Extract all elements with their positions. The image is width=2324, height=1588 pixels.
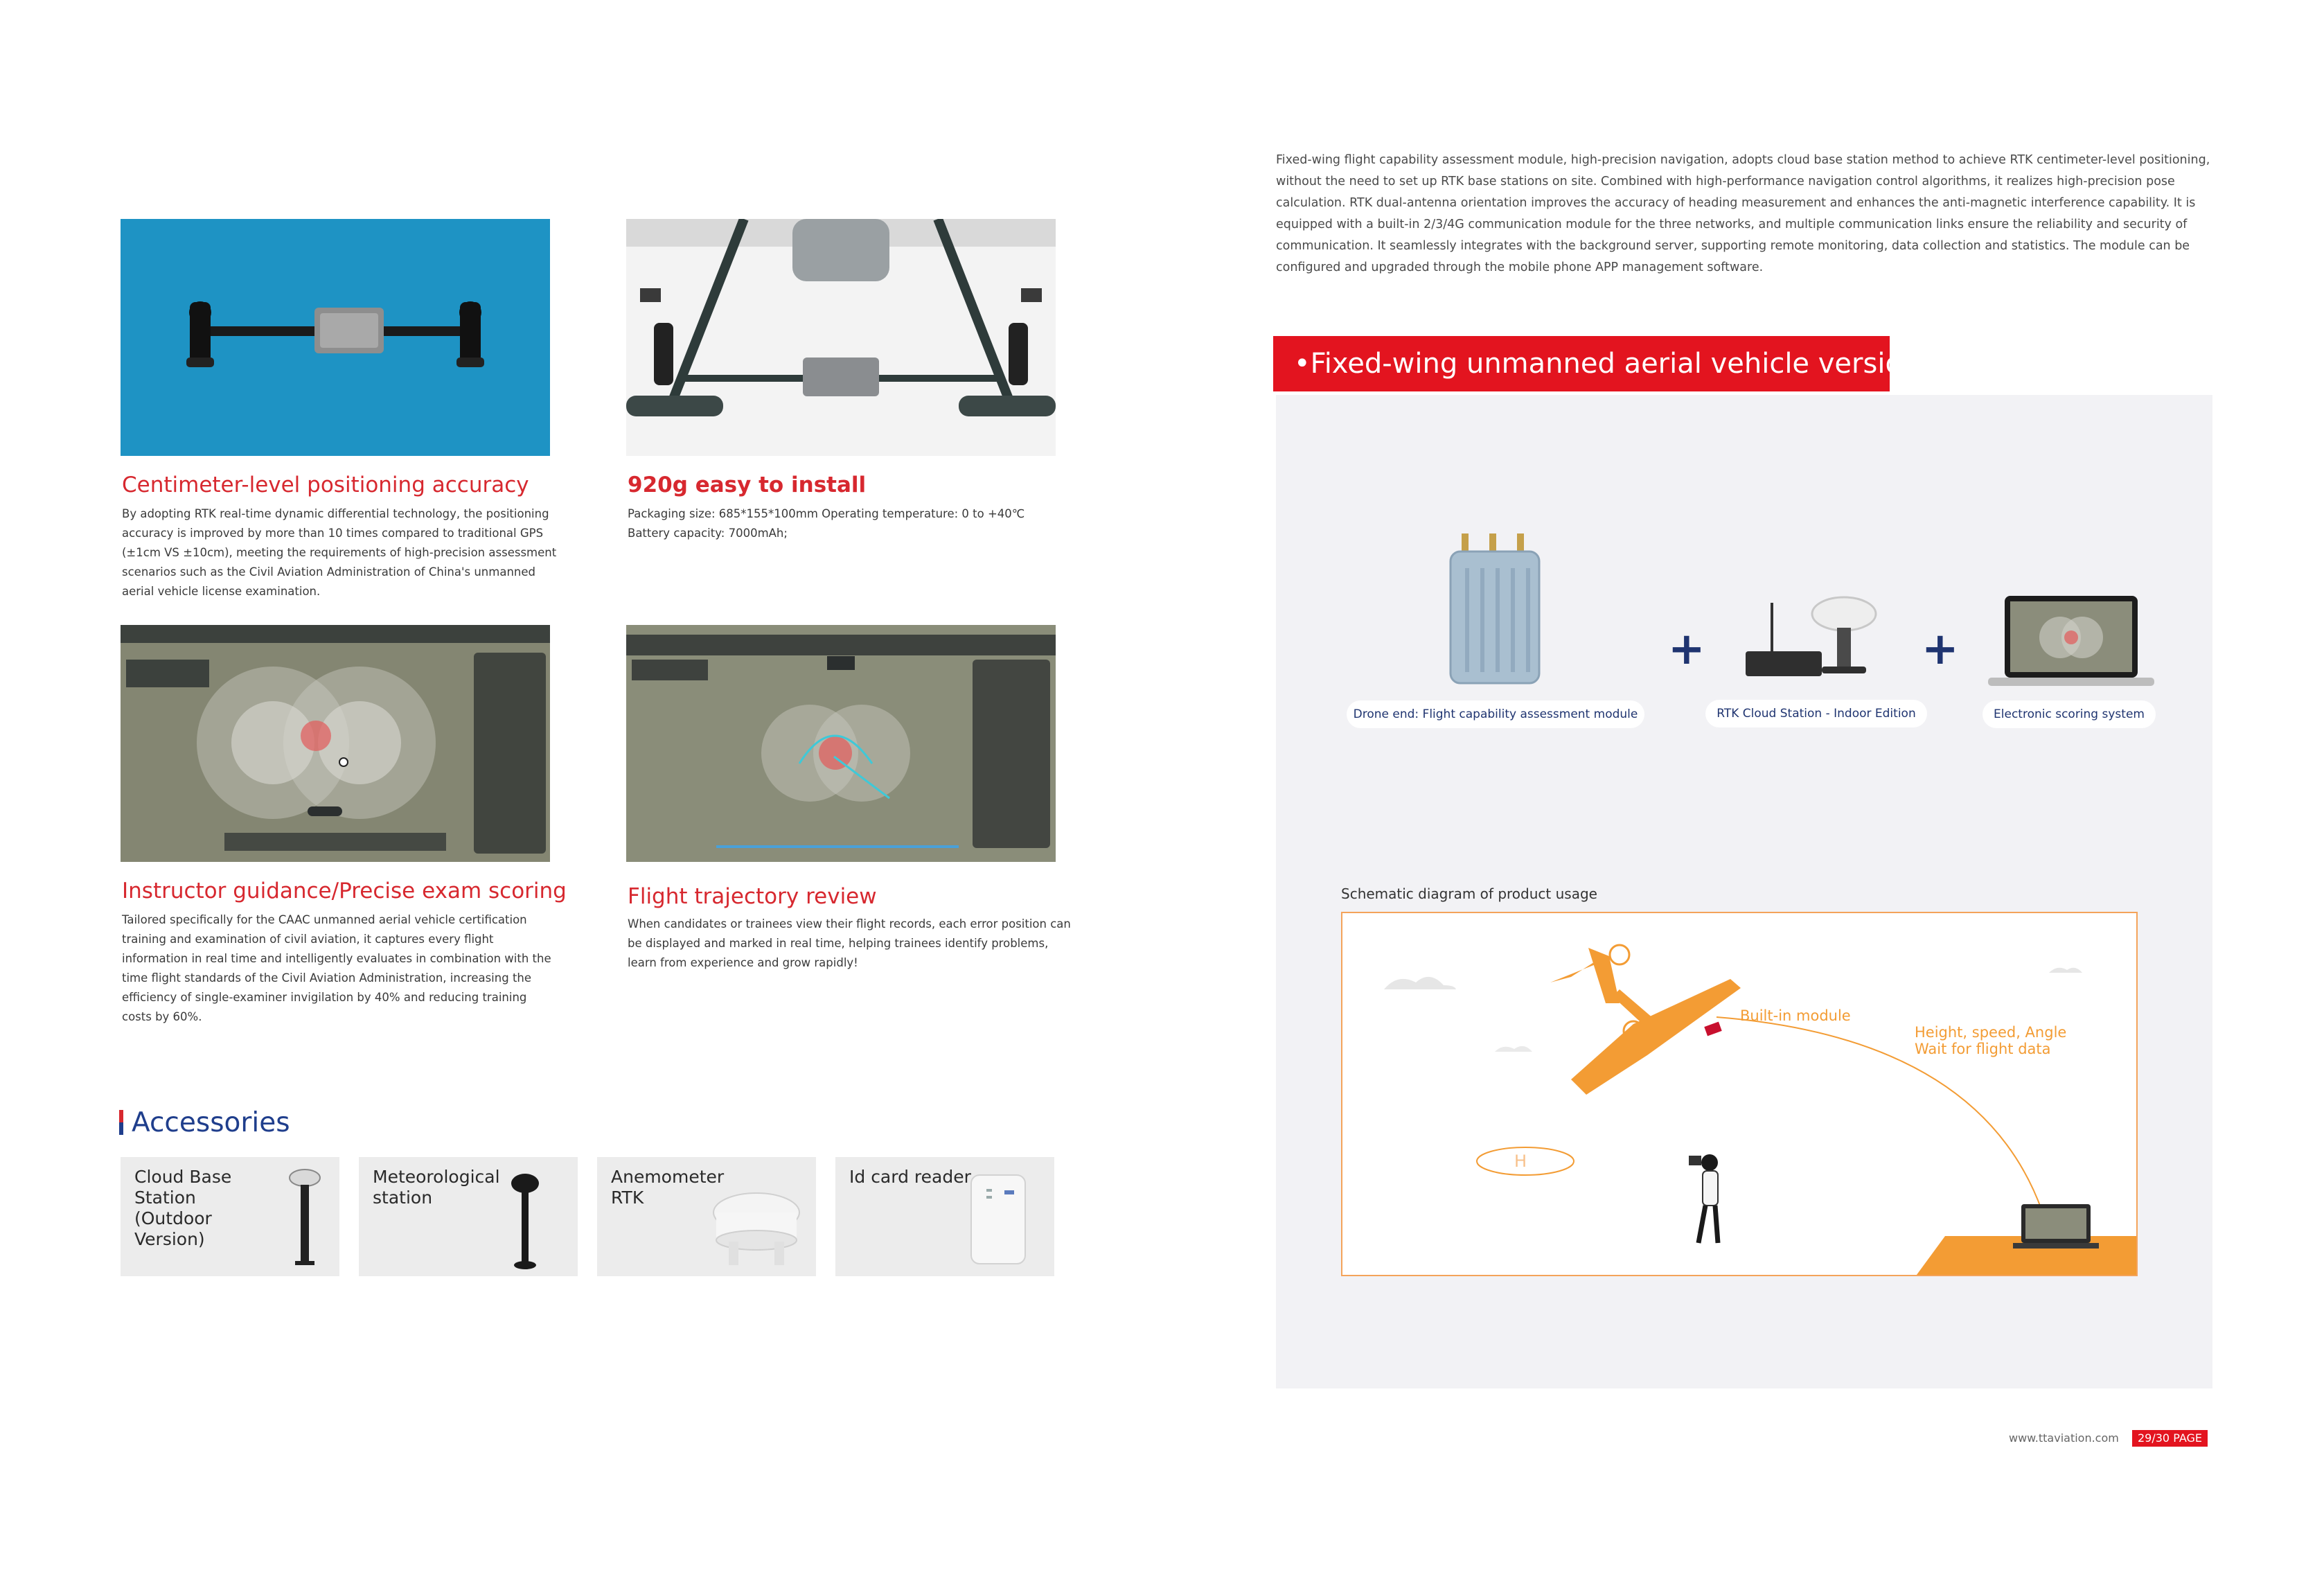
- trajectory-review-screenshot: [626, 625, 1056, 862]
- product-caption: RTK Cloud Station - Indoor Edition: [1705, 700, 1927, 727]
- rtk-module-photo: [121, 219, 550, 456]
- schematic-label: Schematic diagram of product usage: [1341, 885, 1597, 902]
- product-caption: Drone end: Flight capability assessment module: [1347, 700, 1644, 728]
- flight-data-label-1: Height, speed, Angle: [1915, 1024, 2067, 1041]
- feature-2-text: Packaging size: 685*155*100mm Operating temperature: 0 to +40℃ Battery capacity: 7000mAh;: [628, 507, 1025, 540]
- accessory-card: [121, 1157, 339, 1276]
- feature-2-title: 920g easy to install: [628, 473, 867, 497]
- module-description: Fixed-wing flight capability assessment module, high-precision navigation, adopts cloud base station method to achieve RTK centimeter-level positioning, without the need to set up RTK base stations on site. Combined with high-performance navigation control algorithms, it realizes high-precision pose calculation. RTK dual-antenna orientation improves the accuracy of heading measurement and enhances the anti-magnetic interference capability. It is equipped with a built-in 2/3/4G communication module for the three networks, and multiple communication links ensure the reliability and security of communication. It seamlessly integrates with the background server, supporting remote monitoring, data collection and statistics. The module can be configured and upgraded through the mobile phone APP management software.: [1276, 153, 2210, 274]
- schematic-diagram: [1341, 912, 2138, 1276]
- version-banner-text: •Fixed-wing unmanned aerial vehicle version: [1294, 348, 1920, 380]
- fixed-wing-plane-icon: [1550, 945, 1741, 1095]
- id-card-reader-icon: [967, 1171, 1029, 1268]
- accessory-label: Anemometer RTK: [611, 1167, 725, 1208]
- accessory-card: [597, 1157, 816, 1276]
- meteorological-station-icon: [504, 1168, 546, 1272]
- feature-1-text: By adopting RTK real-time dynamic differential technology, the positioning accuracy is improved by more than 10 times compared to traditional GPS (±1cm VS ±10cm), meeting the requirements of high-precision assessment scenarios such as the Civil Aviation Administration of China's unmanned aerial vehicle license examination.: [122, 507, 557, 598]
- accessories-title: Accessories: [132, 1106, 290, 1138]
- accessory-card: [359, 1157, 578, 1276]
- plus-sign: +: [1922, 624, 1959, 675]
- built-in-module-label: Built-in module: [1740, 1007, 1851, 1024]
- feature-3-text: Tailored specifically for the CAAC unmanned aerial vehicle certification training and examination of civil aviation, it captures every flight information in real time and intelligently evaluates in combination with the time flight standards of the Civil Aviation Administration, increasing the efficiency of single-examiner invigilation by 40% and reducing training costs by 60%.: [122, 913, 551, 1023]
- accessories-heading: [119, 1107, 290, 1138]
- footer-page-number: 29/30 PAGE: [2132, 1430, 2208, 1447]
- drone-install-photo: [626, 219, 1056, 456]
- heading-accent-bar: [119, 1110, 123, 1135]
- flight-data-label-2: Wait for flight data: [1915, 1041, 2051, 1057]
- feature-4-title: Flight trajectory review: [628, 884, 877, 909]
- rtk-cloud-station-icon: [1740, 589, 1879, 686]
- feature-3-title: Instructor guidance/Precise exam scoring: [122, 879, 567, 903]
- footer-website: www.ttaviation.com: [2009, 1431, 2119, 1445]
- feature-1-title: Centimeter-level positioning accuracy: [122, 473, 529, 497]
- feature-4-text: When candidates or trainees view their flight records, each error position can be displayed and marked in real time, helping trainees identify problems, learn from experience and grow rapidly!: [628, 917, 1071, 969]
- scoring-laptop-icon: [1988, 593, 2154, 690]
- plus-sign: +: [1668, 624, 1705, 675]
- accessory-label: Id card reader: [849, 1167, 971, 1187]
- cloud-base-station-icon: [284, 1168, 326, 1272]
- anemometer-icon: [708, 1192, 805, 1275]
- svg-text:H: H: [1514, 1152, 1527, 1171]
- schematic-artwork: [1342, 913, 2138, 1276]
- pilot-figure-icon: [1689, 1154, 1718, 1243]
- product-caption: Electronic scoring system: [1983, 700, 2156, 728]
- assessment-module-icon: [1446, 533, 1543, 686]
- accessory-card: [835, 1157, 1054, 1276]
- version-banner: [1273, 336, 1920, 391]
- exam-scoring-screenshot: [121, 625, 550, 862]
- accessory-label: Cloud Base Station (Outdoor Version): [134, 1167, 232, 1249]
- accessory-label: Meteorological station: [373, 1167, 500, 1208]
